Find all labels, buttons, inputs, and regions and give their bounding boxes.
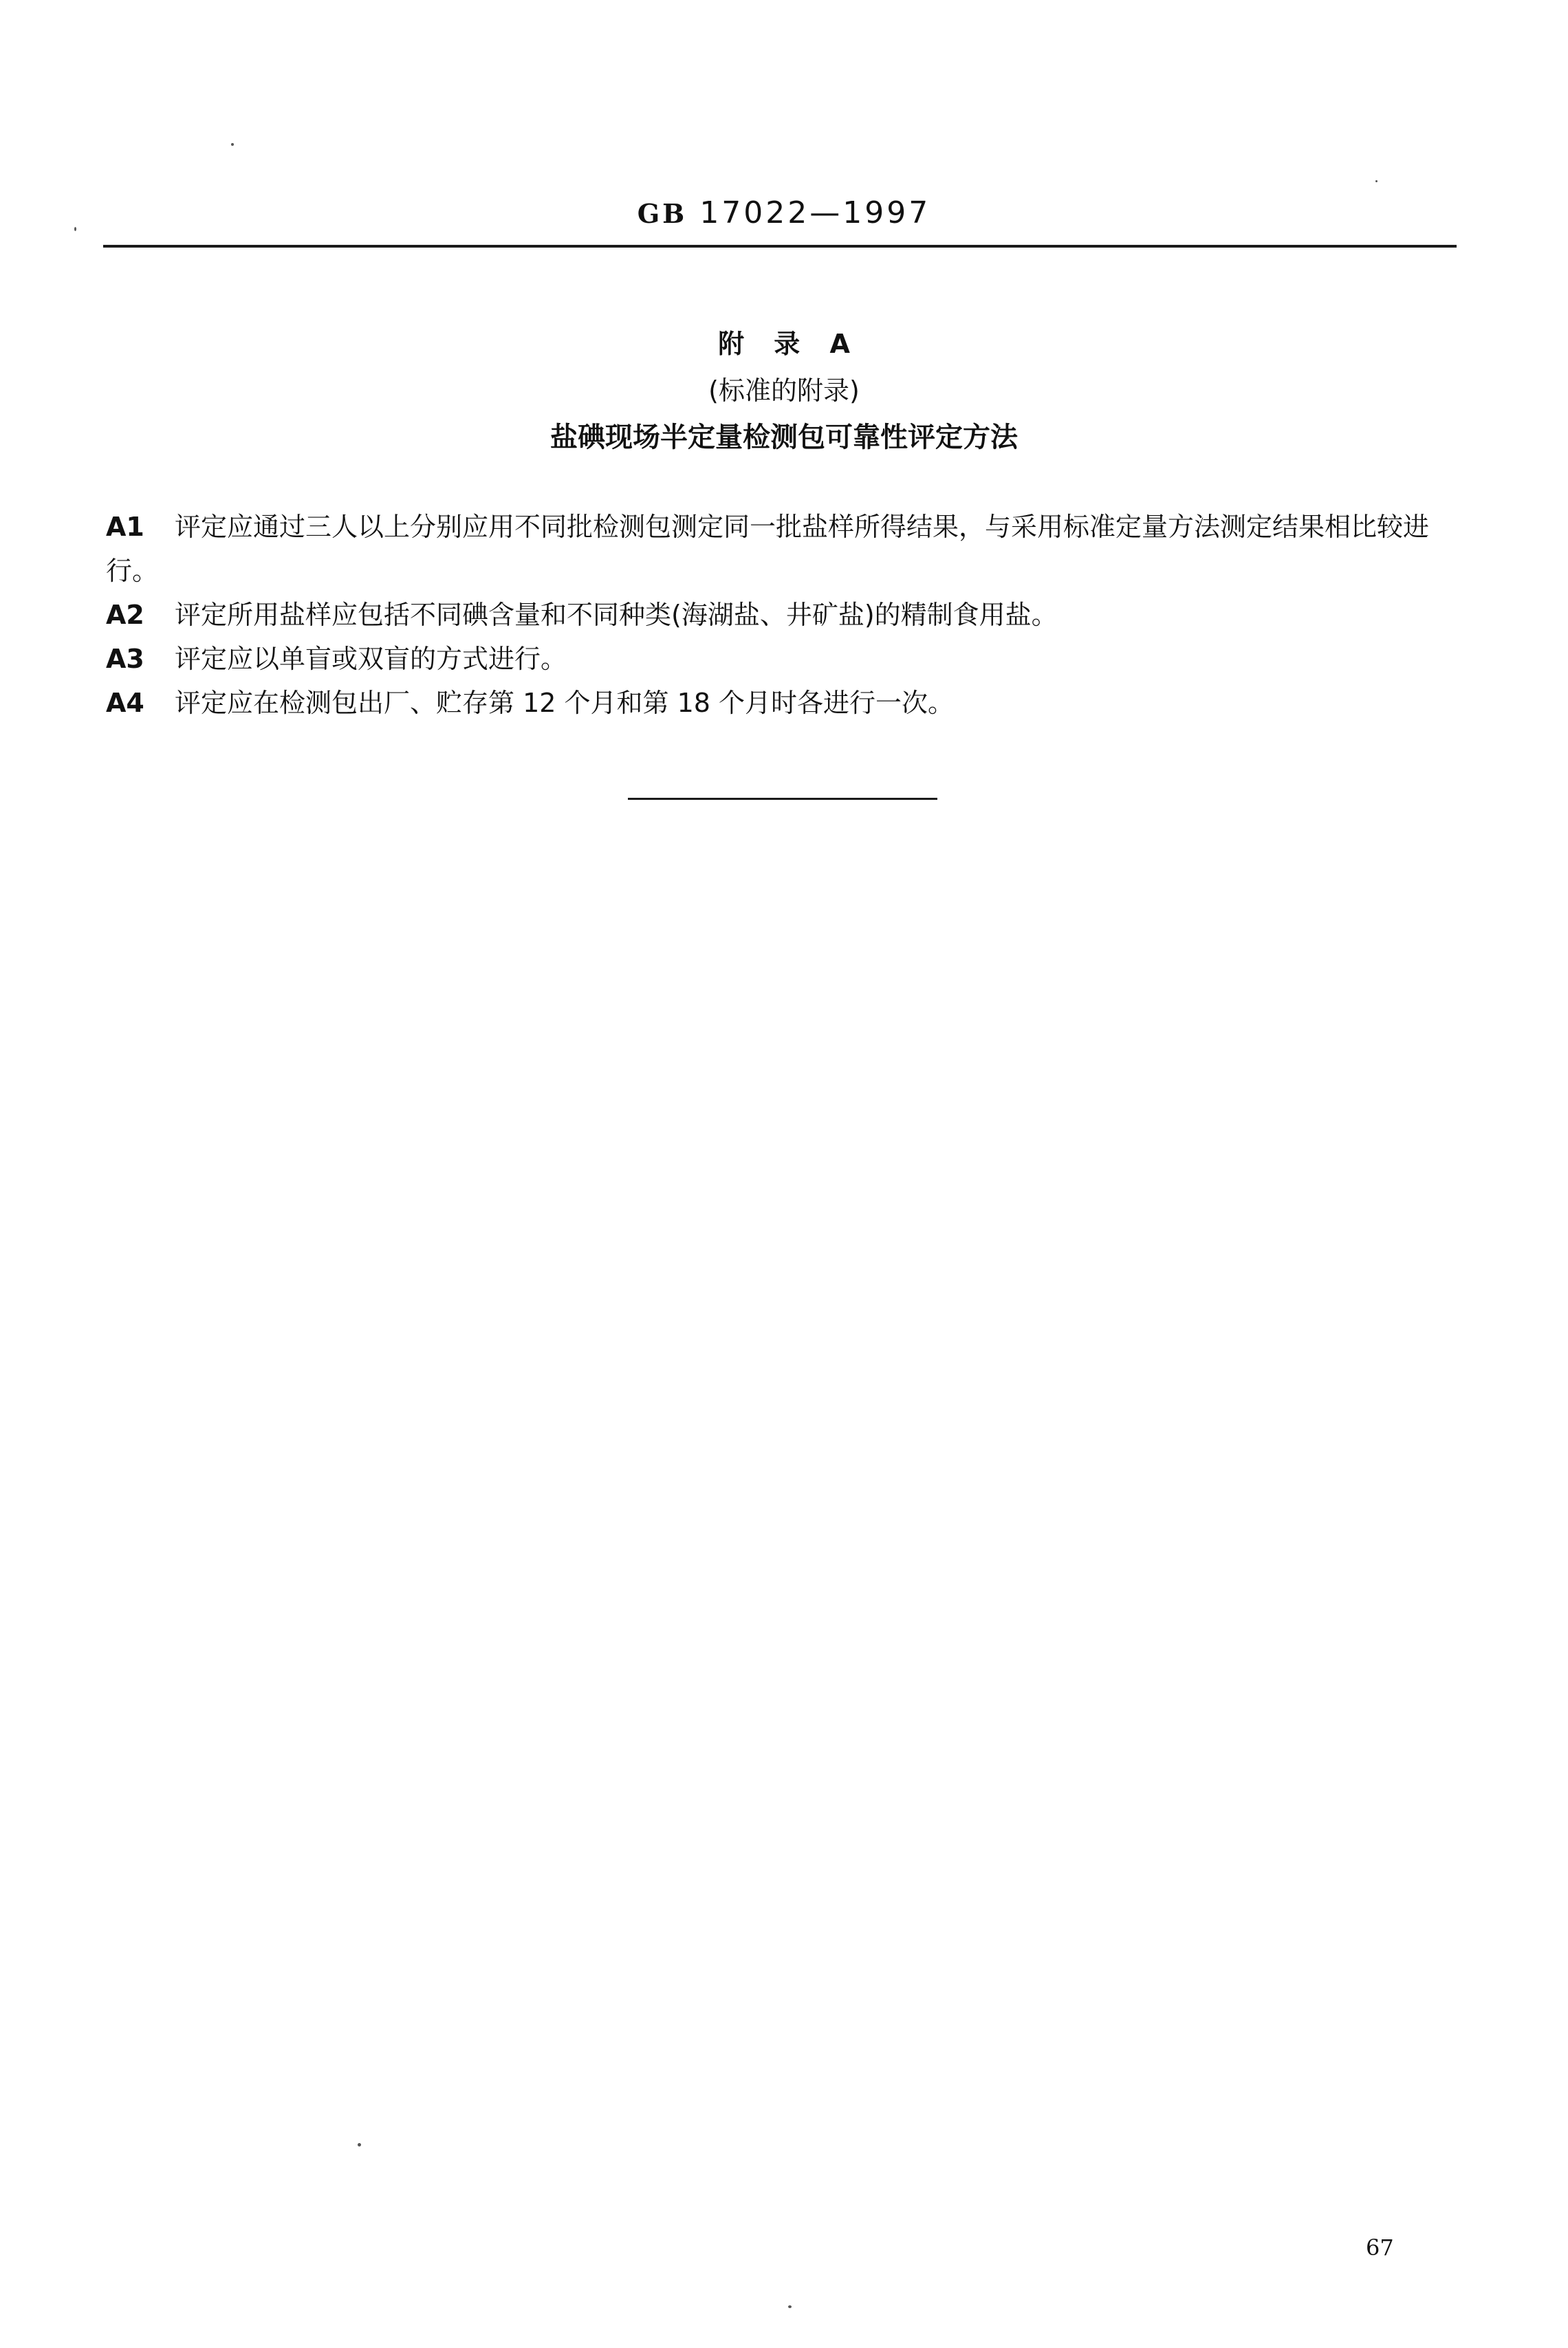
annex-title: 附 录 A [718, 329, 850, 359]
clause-number: A1 [106, 512, 144, 542]
clause-text: 评定应以单盲或双盲的方式进行。 [175, 644, 567, 674]
scan-speck [788, 2305, 792, 2308]
scan-speck [1375, 180, 1378, 182]
scan-speck [74, 227, 76, 231]
scan-speck [358, 2143, 361, 2146]
standard-prefix: GB [637, 198, 688, 229]
header-rule [103, 245, 1457, 248]
clause-a3 [106, 637, 1457, 681]
clause-number: A2 [106, 600, 144, 630]
annex-heading: 盐碘现场半定量检测包可靠性评定方法 [550, 422, 1018, 453]
clause-number: A3 [106, 644, 144, 674]
clause-text: 评定应在检测包出厂、贮存第 12 个月和第 18 个月时各进行一次。 [175, 688, 955, 718]
clause-a1 [106, 505, 1457, 593]
clause-a2 [106, 593, 1457, 637]
clause-list [106, 505, 1457, 725]
clause-number: A4 [106, 688, 144, 718]
end-of-annex-rule [628, 798, 937, 800]
clause-a4 [106, 681, 1457, 725]
clause-text: 评定所用盐样应包括不同碘含量和不同种类(海湖盐、井矿盐)的精制食用盐。 [175, 600, 1058, 630]
page-number: 67 [1366, 2235, 1394, 2261]
standard-code-header [0, 194, 1568, 233]
standard-number: 17022—1997 [699, 195, 931, 230]
scan-speck [231, 143, 234, 146]
annex-subtitle: (标准的附录) [708, 376, 860, 406]
clause-text: 评定应通过三人以上分别应用不同批检测包测定同一批盐样所得结果，与采用标准定量方法测定结果相比较进行。 [106, 512, 1430, 586]
